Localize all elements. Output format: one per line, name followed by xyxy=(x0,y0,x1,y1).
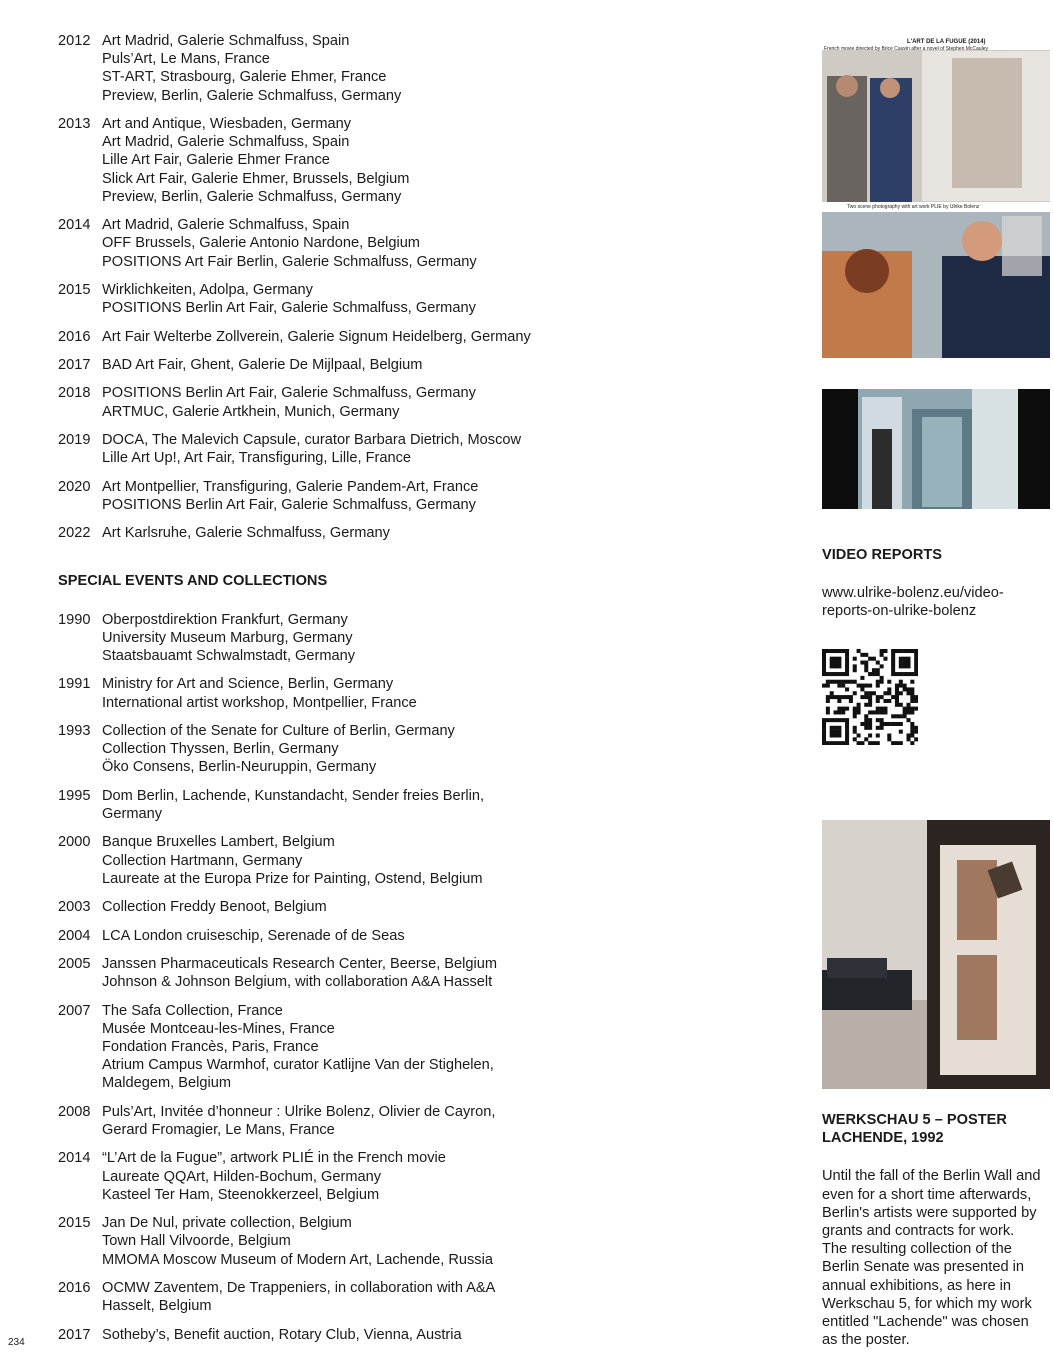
entry-line: LCA London cruiseschip, Serenade of de Seas xyxy=(102,927,405,944)
entry-line: Puls’Art, Le Mans, France xyxy=(102,51,270,68)
entry-line: Laureate QQArt, Hilden-Bochum, Germany xyxy=(102,1168,382,1185)
list-item xyxy=(58,1279,558,1315)
entry-year: 2000 xyxy=(58,834,91,851)
entry-line: Musée Montceau-les-Mines, France xyxy=(102,1020,335,1037)
entry-line: Kasteel Ter Ham, Steenokkerzeel, Belgium xyxy=(102,1186,380,1203)
entry-line: POSITIONS Berlin Art Fair, Galerie Schmalfuss, Germany xyxy=(102,496,476,513)
entry-lines xyxy=(102,787,558,823)
entry-line: Art Madrid, Galerie Schmalfuss, Spain xyxy=(102,134,350,151)
film-photo-subtitle: French movie directed by Brice Cauvin after a novel of Stephen McCauley xyxy=(824,46,988,52)
entry-year: 2022 xyxy=(58,525,91,542)
entry-year: 2014 xyxy=(58,217,91,234)
list-item xyxy=(58,1002,558,1093)
video-reports-url-line-1[interactable]: www.ulrike-bolenz.eu/video- xyxy=(822,585,1004,602)
entry-year: 2019 xyxy=(58,431,91,448)
entry-lines xyxy=(102,927,558,945)
list-item xyxy=(58,1103,558,1139)
entry-lines xyxy=(102,833,558,888)
entry-line: Ministry for Art and Science, Berlin, Germany xyxy=(102,676,394,693)
entry-line: Slick Art Fair, Galerie Ehmer, Brussels, Belgium xyxy=(102,170,410,187)
entry-lines xyxy=(102,478,558,514)
entry-line: Art and Antique, Wiesbaden, Germany xyxy=(102,116,352,132)
entry-line: Lille Art Up!, Art Fair, Transfiguring, Lille, France xyxy=(102,450,412,467)
entry-line: DOCA, The Malevich Capsule, curator Barbara Dietrich, Moscow xyxy=(102,431,522,448)
entry-year: 2008 xyxy=(58,1103,91,1120)
entry-line: Fondation Francès, Paris, France xyxy=(102,1038,319,1055)
entry-year: 2017 xyxy=(58,356,91,373)
video-reports-heading: VIDEO REPORTS xyxy=(822,547,943,563)
entry-year: 2015 xyxy=(58,1215,91,1232)
entry-lines xyxy=(102,281,558,317)
entry-year: 2013 xyxy=(58,116,91,132)
list-item xyxy=(58,787,558,823)
poster-text-line: Until the fall of the Berlin Wall and xyxy=(822,1168,1041,1185)
poster-text-line: Berlin's artists were supported by xyxy=(822,1204,1037,1221)
list-item xyxy=(58,675,558,711)
list-item xyxy=(58,524,558,542)
entry-year: 2016 xyxy=(58,1279,91,1296)
poster-text-line: even for a short time afterwards, xyxy=(822,1186,1032,1203)
entry-lines xyxy=(102,611,558,666)
entry-line: Art Fair Welterbe Zollverein, Galerie Signum Heidelberg, Germany xyxy=(102,328,531,345)
list-item xyxy=(58,611,558,666)
list-item xyxy=(58,356,558,374)
entry-year: 2015 xyxy=(58,282,91,298)
entry-line: Banque Bruxelles Lambert, Belgium xyxy=(102,834,335,851)
poster-text-line: Berlin Senate was presented in xyxy=(822,1259,1025,1276)
film-photo-title: L'ART DE LA FUGUE (2014) xyxy=(907,39,986,45)
entry-year: 2014 xyxy=(58,1150,91,1167)
list-item xyxy=(58,898,558,916)
entry-lines xyxy=(102,32,558,105)
entry-line: “L’Art de la Fugue”, artwork PLIÉ in the French movie xyxy=(102,1150,446,1167)
entry-year: 2007 xyxy=(58,1002,91,1019)
list-item xyxy=(58,115,558,206)
entry-line: Dom Berlin, Lachende, Kunstandacht, Sender freies Berlin, xyxy=(102,787,485,804)
entry-lines xyxy=(102,898,558,916)
entry-line: Preview, Berlin, Galerie Schmalfuss, Germany xyxy=(102,87,402,104)
qr-code-graphic xyxy=(822,649,918,745)
video-reports-url-line-2[interactable]: reports-on-ulrike-bolenz xyxy=(822,603,977,620)
film-photo xyxy=(822,36,1050,358)
entry-lines xyxy=(102,1149,558,1204)
list-item xyxy=(58,833,558,888)
entry-year: 2018 xyxy=(58,385,91,402)
entry-line: Staatsbauamt Schwalmstadt, Germany xyxy=(102,647,356,664)
entry-line: Art Karlsruhe, Galerie Schmalfuss, Germany xyxy=(102,525,390,542)
entry-year: 2020 xyxy=(58,478,91,495)
list-item xyxy=(58,722,558,777)
entry-line: The Safa Collection, France xyxy=(102,1002,283,1019)
entry-lines xyxy=(102,955,558,991)
entry-lines xyxy=(102,675,558,711)
entry-line: Collection Thyssen, Berlin, Germany xyxy=(102,741,339,758)
entry-line: Gerard Fromagier, Le Mans, France xyxy=(102,1121,335,1138)
entry-line: ST-ART, Strasbourg, Galerie Ehmer, France xyxy=(102,69,387,86)
poster-text-line: Werkschau 5, for which my work xyxy=(822,1295,1032,1312)
entry-line: Sotheby’s, Benefit auction, Rotary Club, Vienna, Austria xyxy=(102,1326,462,1343)
entry-year: 1990 xyxy=(58,611,91,628)
poster-heading-line-2: LACHENDE, 1992 xyxy=(822,1130,944,1147)
poster-heading-line-1: WERKSCHAU 5 – POSTER xyxy=(822,1112,1007,1128)
entry-line: BAD Art Fair, Ghent, Galerie De Mijlpaal, Belgium xyxy=(102,356,423,373)
entry-line: Atrium Campus Warmhof, curator Katlijne Van der Stighelen, xyxy=(102,1057,494,1074)
entry-lines xyxy=(102,1002,558,1093)
entry-lines xyxy=(102,216,558,271)
list-item xyxy=(58,927,558,945)
entry-line: Oberpostdirektion Frankfurt, Germany xyxy=(102,611,348,628)
special-events-list xyxy=(58,611,558,1344)
entry-lines xyxy=(102,1103,558,1139)
poster-text-line: The resulting collection of the xyxy=(822,1241,1012,1258)
list-item xyxy=(58,478,558,514)
entry-line: Maldegem, Belgium xyxy=(102,1075,231,1092)
entry-line: University Museum Marburg, Germany xyxy=(102,629,353,646)
exhibitions-list xyxy=(58,32,558,542)
video-reports xyxy=(822,546,1050,621)
entry-line: Öko Consens, Berlin-Neuruppin, Germany xyxy=(102,759,377,776)
list-item xyxy=(58,216,558,271)
list-item xyxy=(58,1149,558,1204)
special-events-heading: SPECIAL EVENTS AND COLLECTIONS xyxy=(58,573,328,590)
film-photo-caption: Two scene photography with art work PLIE by Ulrike Bolenz xyxy=(847,204,980,210)
entry-line: Hasselt, Belgium xyxy=(102,1298,212,1315)
entry-line: Janssen Pharmaceuticals Research Center, Beerse, Belgium xyxy=(102,955,498,972)
video-still xyxy=(822,389,1050,517)
poster-section xyxy=(822,1111,1050,1349)
entry-line: Wirklichkeiten, Adolpa, Germany xyxy=(102,282,313,298)
entry-lines xyxy=(102,115,558,206)
entry-line: Collection Freddy Benoot, Belgium xyxy=(102,899,327,916)
entry-year: 2016 xyxy=(58,328,91,345)
poster-photo-graphic xyxy=(822,820,1050,1089)
entry-lines xyxy=(102,431,558,467)
entry-line: Art Montpellier, Transfiguring, Galerie Pandem-Art, France xyxy=(102,478,479,495)
list-item xyxy=(58,281,558,317)
list-item xyxy=(58,328,558,346)
entry-lines xyxy=(102,328,558,346)
entry-line: Lille Art Fair, Galerie Ehmer France xyxy=(102,152,330,169)
list-item xyxy=(58,431,558,467)
entry-line: Collection Hartmann, Germany xyxy=(102,852,303,869)
entry-line: Laureate at the Europa Prize for Painting, Ostend, Belgium xyxy=(102,870,483,887)
entry-line: Collection of the Senate for Culture of Berlin, Germany xyxy=(102,722,455,739)
poster-text-line: grants and contracts for work. xyxy=(822,1223,1015,1240)
entry-line: OFF Brussels, Galerie Antonio Nardone, Belgium xyxy=(102,235,420,252)
entry-line: Art Madrid, Galerie Schmalfuss, Spain xyxy=(102,217,350,234)
poster-text-line: as the poster. xyxy=(822,1332,910,1349)
entry-lines xyxy=(102,722,558,777)
entry-line: POSITIONS Art Fair Berlin, Galerie Schmalfuss, Germany xyxy=(102,253,477,270)
entry-line: Germany xyxy=(102,805,163,822)
list-item xyxy=(58,384,558,420)
entry-lines xyxy=(102,384,558,420)
entry-lines xyxy=(102,1326,558,1344)
entry-year: 1991 xyxy=(58,676,91,693)
entry-line: Town Hall Vilvoorde, Belgium xyxy=(102,1233,291,1250)
video-still-graphic xyxy=(822,389,1050,517)
entry-line: Johnson & Johnson Belgium, with collaboration A&A Hasselt xyxy=(102,974,493,991)
poster-text xyxy=(822,1167,1050,1349)
entry-line: Jan De Nul, private collection, Belgium xyxy=(102,1215,352,1232)
entry-line: International artist workshop, Montpellier, France xyxy=(102,694,417,711)
entry-year: 1993 xyxy=(58,722,91,739)
entry-line: POSITIONS Berlin Art Fair, Galerie Schmalfuss, Germany xyxy=(102,300,476,317)
entry-line: MMOMA Moscow Museum of Modern Art, Lachende, Russia xyxy=(102,1251,493,1268)
entry-year: 2004 xyxy=(58,927,91,944)
entry-line: Preview, Berlin, Galerie Schmalfuss, Germany xyxy=(102,188,402,205)
entry-lines xyxy=(102,1279,558,1315)
left-column xyxy=(58,32,558,1354)
entry-year: 2003 xyxy=(58,899,91,916)
qr-code[interactable] xyxy=(822,649,918,745)
list-item xyxy=(58,1214,558,1269)
list-item xyxy=(58,32,558,105)
entry-lines xyxy=(102,524,558,542)
film-photo-graphic xyxy=(822,36,1050,358)
entry-line: OCMW Zaventem, De Trappeniers, in collaboration with A&A xyxy=(102,1279,496,1296)
entry-year: 2012 xyxy=(58,33,91,49)
poster-photo xyxy=(822,820,1050,1089)
entry-line: Puls’Art, Invitée d’honneur : Ulrike Bolenz, Olivier de Cayron, xyxy=(102,1103,496,1120)
entry-line: Art Madrid, Galerie Schmalfuss, Spain xyxy=(102,33,350,49)
poster-text-line: annual exhibitions, as here in xyxy=(822,1277,1012,1294)
entry-year: 1995 xyxy=(58,787,91,804)
entry-year: 2017 xyxy=(58,1326,91,1343)
poster-text-line: entitled "Lachende" was chosen xyxy=(822,1314,1029,1331)
entry-year: 2005 xyxy=(58,955,91,972)
entry-line: ARTMUC, Galerie Artkhein, Munich, Germany xyxy=(102,403,400,420)
entry-lines xyxy=(102,1214,558,1269)
page-number: 234 xyxy=(8,1337,25,1348)
list-item xyxy=(58,1326,558,1344)
list-item xyxy=(58,955,558,991)
entry-lines xyxy=(102,356,558,374)
entry-line: POSITIONS Berlin Art Fair, Galerie Schmalfuss, Germany xyxy=(102,385,476,402)
